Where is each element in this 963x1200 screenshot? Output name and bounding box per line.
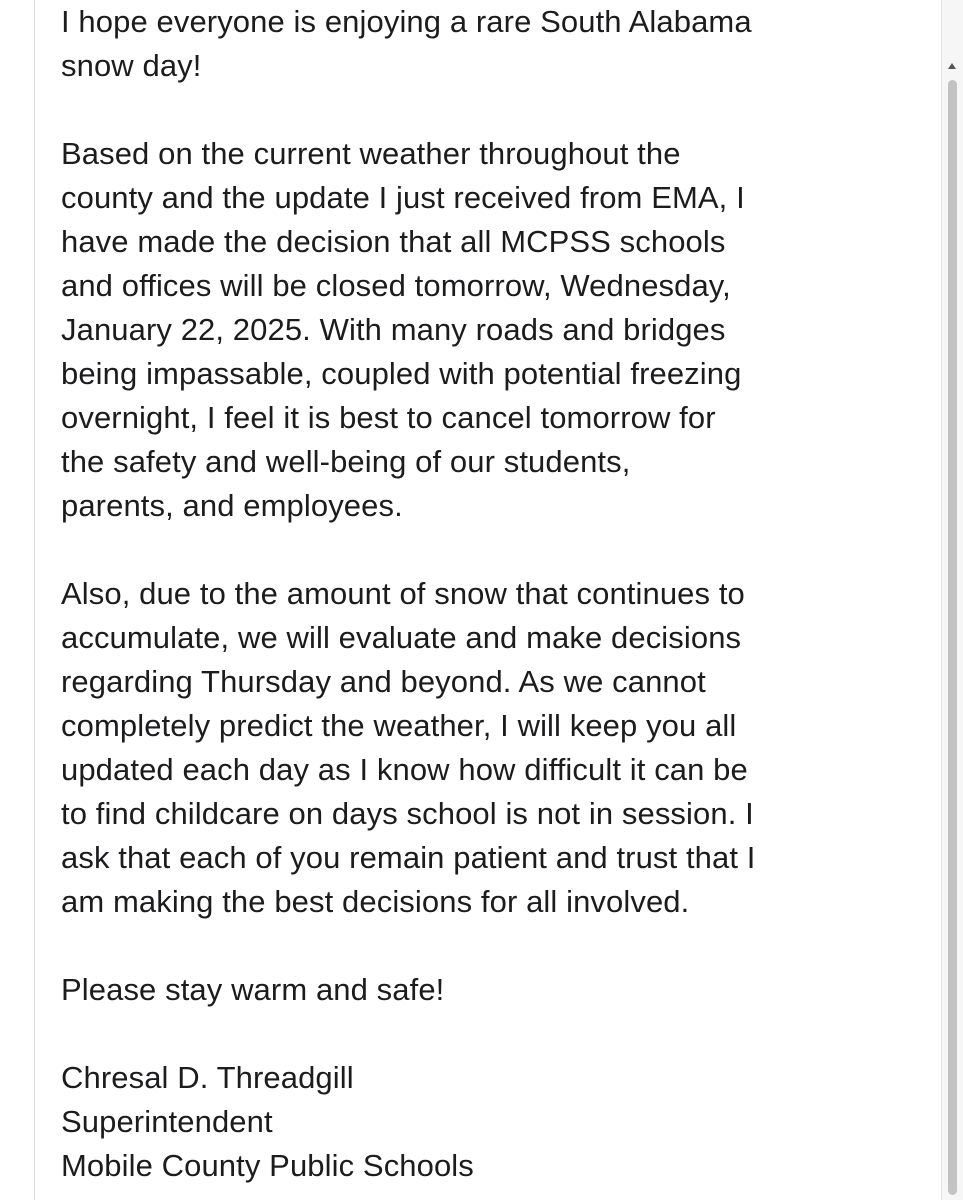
paragraph-spacer (61, 924, 921, 968)
message-line: the safety and well-being of our students, (61, 444, 631, 479)
message-line: and offices will be closed tomorrow, Wednesday, (61, 268, 731, 303)
message-line: I hope everyone is enjoying a rare South Alabama (61, 4, 752, 39)
signature-organization: Mobile County Public Schools (61, 1148, 474, 1183)
message-line: am making the best decisions for all involved. (61, 884, 690, 919)
paragraph-spacer (61, 1012, 921, 1056)
message-line: Also, due to the amount of snow that continues to (61, 576, 745, 611)
paragraph-spacer (61, 88, 921, 132)
message-line: have made the decision that all MCPSS schools (61, 224, 726, 259)
vertical-scrollbar[interactable] (941, 0, 963, 1200)
message-line: accumulate, we will evaluate and make decisions (61, 620, 742, 655)
left-divider (34, 0, 35, 1200)
message-line: overnight, I feel it is best to cancel tomorrow for (61, 400, 716, 435)
message-line: to find childcare on days school is not in session. I (61, 796, 754, 831)
message-line: Based on the current weather throughout the (61, 136, 681, 171)
message-line: updated each day as I know how difficult it can be (61, 752, 748, 787)
message-line: regarding Thursday and beyond. As we cannot (61, 664, 706, 699)
message-line: completely predict the weather, I will keep you all (61, 708, 737, 743)
signature-name: Chresal D. Threadgill (61, 1060, 354, 1095)
closing-line: Please stay warm and safe! (61, 972, 445, 1007)
message-line: snow day! (61, 48, 202, 83)
chevron-up-icon[interactable] (948, 63, 956, 69)
message-line: being impassable, coupled with potential freezing (61, 356, 742, 391)
signature-title: Superintendent (61, 1104, 273, 1139)
scrollbar-thumb[interactable] (948, 80, 957, 1195)
message-line: ask that each of you remain patient and trust that I (61, 840, 756, 875)
paragraph-spacer (61, 528, 921, 572)
message-line: county and the update I just received from EMA, I (61, 180, 745, 215)
message-line: January 22, 2025. With many roads and bridges (61, 312, 726, 347)
message-line: parents, and employees. (61, 488, 403, 523)
message-body (61, 0, 921, 1188)
